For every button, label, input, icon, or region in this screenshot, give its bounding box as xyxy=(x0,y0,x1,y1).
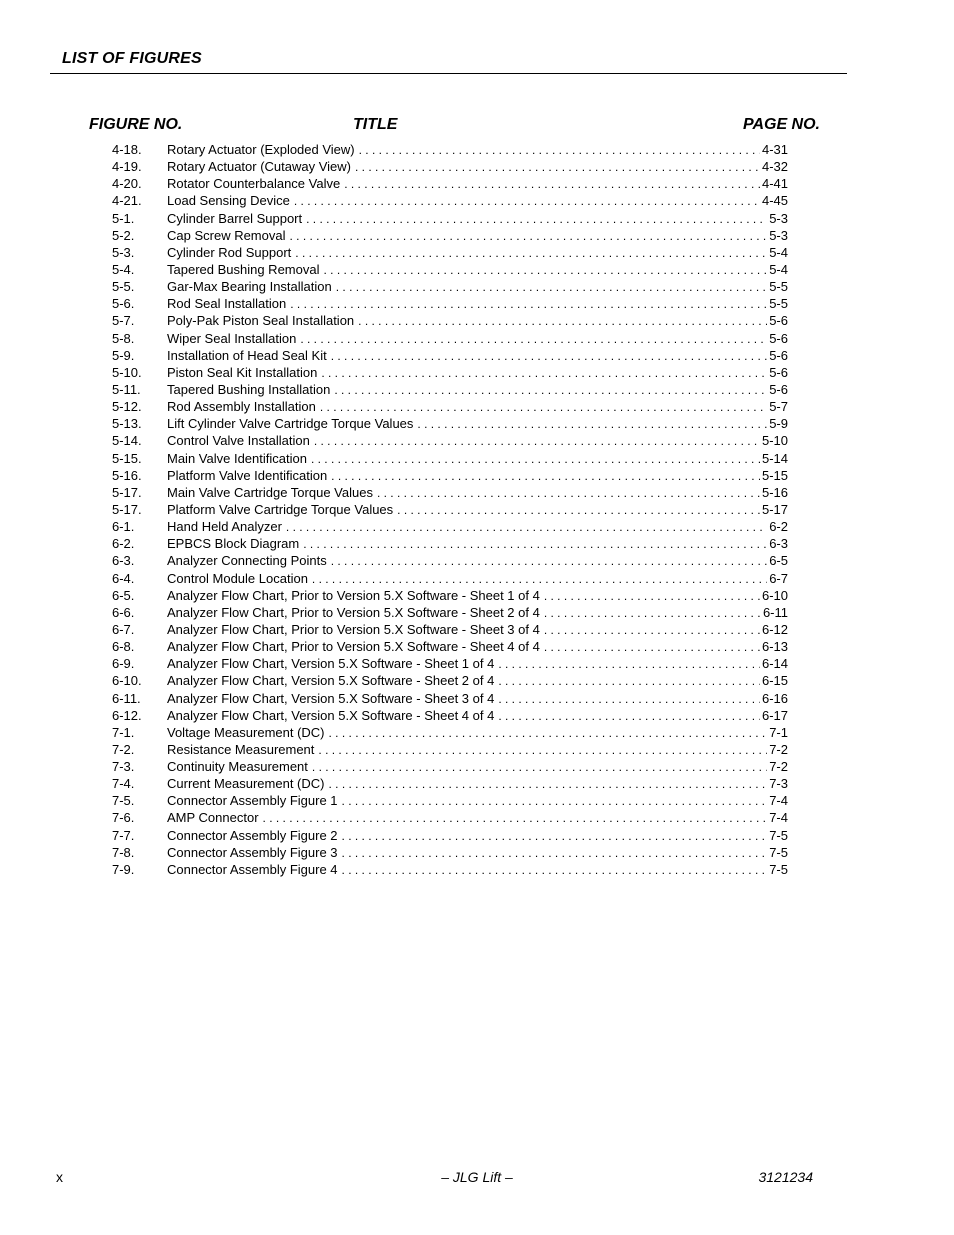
list-item xyxy=(112,192,788,209)
list-item xyxy=(112,347,788,364)
dot-leader xyxy=(290,296,767,313)
list-item xyxy=(112,741,788,758)
figure-title: Analyzer Flow Chart, Version 5.X Software - Sheet 4 of 4 xyxy=(167,707,495,723)
figure-page: 5-3 xyxy=(769,210,788,226)
figure-title: Hand Held Analyzer xyxy=(167,519,282,535)
figure-number: 5-9. xyxy=(112,347,135,363)
list-item xyxy=(112,535,788,552)
figure-page: 7-2 xyxy=(769,759,788,775)
figure-number: 5-7. xyxy=(112,313,135,329)
figure-number: 6-11. xyxy=(112,690,141,706)
figure-title: Cylinder Rod Support xyxy=(167,244,292,260)
figure-number: 4-18. xyxy=(112,142,142,157)
list-item xyxy=(112,227,788,244)
figure-title: Control Module Location xyxy=(167,570,308,586)
figure-page: 5-9 xyxy=(769,416,788,432)
figure-title: Installation of Head Seal Kit xyxy=(167,347,327,363)
list-item xyxy=(112,330,788,347)
dot-leader xyxy=(342,828,768,845)
figure-title: Control Valve Installation xyxy=(167,433,310,449)
figure-number: 6-8. xyxy=(112,639,135,655)
figure-number: 5-13. xyxy=(112,416,142,432)
figure-title: Piston Seal Kit Installation xyxy=(167,364,318,380)
figure-title: Tapered Bushing Removal xyxy=(167,261,320,277)
figure-page: 5-6 xyxy=(769,347,788,363)
figure-number: 7-9. xyxy=(112,861,135,877)
dot-leader xyxy=(342,845,768,862)
figure-list xyxy=(112,141,788,878)
figure-page: 6-12 xyxy=(761,621,788,637)
figure-title: Analyzer Flow Chart, Version 5.X Software - Sheet 1 of 4 xyxy=(167,656,495,672)
figure-page: 6-7 xyxy=(769,570,788,586)
figure-page: 5-3 xyxy=(769,227,788,243)
figure-page: 4-32 xyxy=(761,159,788,175)
dot-leader xyxy=(331,468,760,485)
figure-page: 7-4 xyxy=(769,810,788,826)
figure-title: Rotary Actuator (Exploded View) xyxy=(167,142,355,157)
list-item xyxy=(112,501,788,518)
dot-leader xyxy=(377,485,760,502)
figure-title: AMP Connector xyxy=(167,810,259,826)
dot-leader xyxy=(286,519,767,536)
dot-leader xyxy=(294,193,760,210)
list-item xyxy=(112,552,788,569)
dot-leader xyxy=(344,176,760,193)
figure-title: Analyzer Flow Chart, Version 5.X Software - Sheet 2 of 4 xyxy=(167,673,495,689)
list-item xyxy=(112,758,788,775)
figure-number: 6-7. xyxy=(112,621,135,637)
list-item xyxy=(112,415,788,432)
dot-leader xyxy=(417,416,767,433)
list-item xyxy=(112,158,788,175)
dot-leader xyxy=(498,656,760,673)
list-item xyxy=(112,141,788,158)
figure-number: 6-2. xyxy=(112,536,135,552)
figure-title: Main Valve Identification xyxy=(167,450,307,466)
dot-leader xyxy=(314,433,760,450)
dot-leader xyxy=(544,622,760,639)
list-item xyxy=(112,398,788,415)
dot-leader xyxy=(312,759,767,776)
figure-page: 5-6 xyxy=(769,313,788,329)
dot-leader xyxy=(342,862,768,879)
list-item xyxy=(112,775,788,792)
figure-title: Load Sensing Device xyxy=(167,193,290,209)
figure-number: 6-6. xyxy=(112,604,135,620)
list-item xyxy=(112,861,788,878)
figure-page: 5-5 xyxy=(769,296,788,312)
list-item xyxy=(112,381,788,398)
dot-leader xyxy=(263,810,768,827)
list-item xyxy=(112,707,788,724)
figure-number: 5-17. xyxy=(112,501,142,517)
list-item xyxy=(112,672,788,689)
figure-page: 7-4 xyxy=(769,793,788,809)
figure-page: 7-3 xyxy=(769,776,788,792)
list-item xyxy=(112,244,788,261)
list-item xyxy=(112,638,788,655)
figure-number: 5-16. xyxy=(112,467,142,483)
dot-leader xyxy=(331,348,767,365)
footer-doc-number: 3121234 xyxy=(758,1169,813,1185)
figure-page: 6-5 xyxy=(769,553,788,569)
list-item xyxy=(112,655,788,672)
list-item xyxy=(112,827,788,844)
dot-leader xyxy=(358,313,767,330)
list-item xyxy=(112,450,788,467)
figure-page: 5-6 xyxy=(769,381,788,397)
figure-title: Connector Assembly Figure 2 xyxy=(167,827,338,843)
figure-number: 5-3. xyxy=(112,244,135,260)
figure-number: 5-2. xyxy=(112,227,135,243)
figure-title: Connector Assembly Figure 1 xyxy=(167,793,338,809)
dot-leader xyxy=(318,742,767,759)
dot-leader xyxy=(359,142,760,159)
figure-title: Rotary Actuator (Cutaway View) xyxy=(167,159,351,175)
figure-page: 5-10 xyxy=(761,433,788,449)
figure-page: 5-6 xyxy=(769,330,788,346)
dot-leader xyxy=(323,262,767,279)
figure-page: 6-17 xyxy=(761,707,788,723)
figure-page: 6-15 xyxy=(761,673,788,689)
list-item xyxy=(112,312,788,329)
footer-publisher: – JLG Lift – xyxy=(441,1169,513,1185)
figure-title: EPBCS Block Diagram xyxy=(167,536,300,552)
dot-leader xyxy=(342,793,768,810)
header-divider xyxy=(50,73,847,74)
figure-page: 7-2 xyxy=(769,741,788,757)
dot-leader xyxy=(544,639,760,656)
dot-leader xyxy=(320,399,767,416)
list-item xyxy=(112,364,788,381)
figure-page: 5-4 xyxy=(769,244,788,260)
dot-leader xyxy=(321,365,767,382)
figure-number: 6-3. xyxy=(112,553,135,569)
figure-page: 7-5 xyxy=(769,844,788,860)
figure-number: 5-12. xyxy=(112,399,142,415)
figure-number: 5-10. xyxy=(112,364,142,380)
figure-page: 5-17 xyxy=(761,501,788,517)
figure-number: 5-15. xyxy=(112,450,142,466)
figure-title: Analyzer Flow Chart, Prior to Version 5.X Software - Sheet 3 of 4 xyxy=(167,621,540,637)
figure-number: 5-17. xyxy=(112,484,142,500)
figure-page: 7-5 xyxy=(769,827,788,843)
figure-page: 7-5 xyxy=(769,861,788,877)
figure-page: 6-13 xyxy=(761,639,788,655)
figure-title: Poly-Pak Piston Seal Installation xyxy=(167,313,355,329)
figure-title: Platform Valve Cartridge Torque Values xyxy=(167,501,394,517)
figure-title: Current Measurement (DC) xyxy=(167,776,325,792)
figure-title: Resistance Measurement xyxy=(167,741,315,757)
figure-title: Analyzer Flow Chart, Prior to Version 5.X Software - Sheet 2 of 4 xyxy=(167,604,540,620)
dot-leader xyxy=(544,588,760,605)
figure-number: 6-4. xyxy=(112,570,135,586)
figure-number: 7-1. xyxy=(112,724,135,740)
figure-page: 6-16 xyxy=(761,690,788,706)
dot-leader xyxy=(312,571,767,588)
figure-number: 5-11. xyxy=(112,381,141,397)
dot-leader xyxy=(334,382,767,399)
figure-number: 4-19. xyxy=(112,159,142,175)
dot-leader xyxy=(329,725,768,742)
list-item xyxy=(112,724,788,741)
figure-title: Voltage Measurement (DC) xyxy=(167,724,325,740)
figure-page: 6-11 xyxy=(762,604,788,620)
figure-title: Analyzer Flow Chart, Prior to Version 5.X Software - Sheet 4 of 4 xyxy=(167,639,540,655)
list-item xyxy=(112,467,788,484)
list-item xyxy=(112,175,788,192)
figure-number: 5-4. xyxy=(112,261,135,277)
list-item xyxy=(112,484,788,501)
figure-page: 6-3 xyxy=(769,536,788,552)
figure-title: Continuity Measurement xyxy=(167,759,308,775)
list-item xyxy=(112,295,788,312)
figure-number: 5-6. xyxy=(112,296,135,312)
figure-number: 6-12. xyxy=(112,707,142,723)
list-item xyxy=(112,278,788,295)
figure-title: Analyzer Connecting Points xyxy=(167,553,327,569)
figure-page: 5-16 xyxy=(761,484,788,500)
figure-page: 6-10 xyxy=(761,587,788,603)
list-item xyxy=(112,587,788,604)
figure-number: 7-8. xyxy=(112,844,135,860)
figure-title: Tapered Bushing Installation xyxy=(167,381,331,397)
list-item xyxy=(112,570,788,587)
dot-leader xyxy=(295,245,767,262)
figure-number: 6-5. xyxy=(112,587,135,603)
figure-number: 7-6. xyxy=(112,810,135,826)
figure-number: 6-9. xyxy=(112,656,135,672)
figure-number: 4-20. xyxy=(112,176,142,192)
figure-title: Rod Seal Installation xyxy=(167,296,287,312)
figure-title: Rod Assembly Installation xyxy=(167,399,316,415)
figure-page: 5-14 xyxy=(761,450,788,466)
figure-number: 7-3. xyxy=(112,759,135,775)
dot-leader xyxy=(544,605,761,622)
dot-leader xyxy=(397,502,760,519)
figure-title: Analyzer Flow Chart, Prior to Version 5.X Software - Sheet 1 of 4 xyxy=(167,587,540,603)
dot-leader xyxy=(303,536,767,553)
figure-number: 7-5. xyxy=(112,793,135,809)
figure-number: 7-7. xyxy=(112,827,135,843)
column-header-figure-no: FIGURE NO. xyxy=(89,116,183,133)
figure-title: Analyzer Flow Chart, Version 5.X Software - Sheet 3 of 4 xyxy=(167,690,495,706)
figure-title: Cylinder Barrel Support xyxy=(167,210,303,226)
figure-title: Cap Screw Removal xyxy=(167,227,286,243)
figure-page: 4-31 xyxy=(761,142,788,157)
list-item xyxy=(112,210,788,227)
figure-page: 6-2 xyxy=(769,519,788,535)
figure-number: 7-2. xyxy=(112,741,135,757)
dot-leader xyxy=(311,451,760,468)
figure-title: Rotator Counterbalance Valve xyxy=(167,176,341,192)
figure-page: 6-14 xyxy=(761,656,788,672)
figure-title: Connector Assembly Figure 4 xyxy=(167,861,338,877)
figure-title: Lift Cylinder Valve Cartridge Torque Values xyxy=(167,416,414,432)
figure-number: 6-1. xyxy=(112,519,135,535)
column-header-page-no: PAGE NO. xyxy=(742,116,820,133)
dot-leader xyxy=(498,708,760,725)
figure-title: Platform Valve Identification xyxy=(167,467,328,483)
list-item xyxy=(112,518,788,535)
column-header-title: TITLE xyxy=(353,116,398,133)
list-item xyxy=(112,690,788,707)
list-item xyxy=(112,621,788,638)
figure-page: 5-5 xyxy=(769,279,788,295)
dot-leader xyxy=(336,279,767,296)
list-item xyxy=(112,792,788,809)
dot-leader xyxy=(300,331,767,348)
figure-page: 5-6 xyxy=(769,364,788,380)
figure-title: Wiper Seal Installation xyxy=(167,330,297,346)
dot-leader xyxy=(331,553,768,570)
figure-title: Connector Assembly Figure 3 xyxy=(167,844,338,860)
figure-page: 5-15 xyxy=(761,467,788,483)
dot-leader xyxy=(498,691,760,708)
dot-leader xyxy=(498,673,760,690)
figure-title: Gar-Max Bearing Installation xyxy=(167,279,332,295)
dot-leader xyxy=(290,228,768,245)
list-item xyxy=(112,809,788,826)
list-item xyxy=(112,844,788,861)
dot-leader xyxy=(329,776,768,793)
figure-page: 7-1 xyxy=(769,724,788,740)
figure-number: 5-5. xyxy=(112,279,135,295)
figure-number: 4-21. xyxy=(112,193,142,209)
figure-page: 5-4 xyxy=(769,261,788,277)
footer-page-number: x xyxy=(56,1169,63,1185)
dot-leader xyxy=(355,159,760,176)
dot-leader xyxy=(306,211,767,228)
figure-title: Main Valve Cartridge Torque Values xyxy=(167,484,373,500)
figure-page: 4-45 xyxy=(761,193,788,209)
list-item xyxy=(112,432,788,449)
figure-number: 6-10. xyxy=(112,673,142,689)
figure-number: 5-14. xyxy=(112,433,142,449)
list-item xyxy=(112,261,788,278)
figure-number: 7-4. xyxy=(112,776,135,792)
page-title: LIST OF FIGURES xyxy=(62,50,202,67)
figure-number: 5-8. xyxy=(112,330,135,346)
figure-number: 5-1. xyxy=(112,210,135,226)
figure-page: 5-7 xyxy=(769,399,788,415)
figure-page: 4-41 xyxy=(761,176,788,192)
list-item xyxy=(112,604,788,621)
